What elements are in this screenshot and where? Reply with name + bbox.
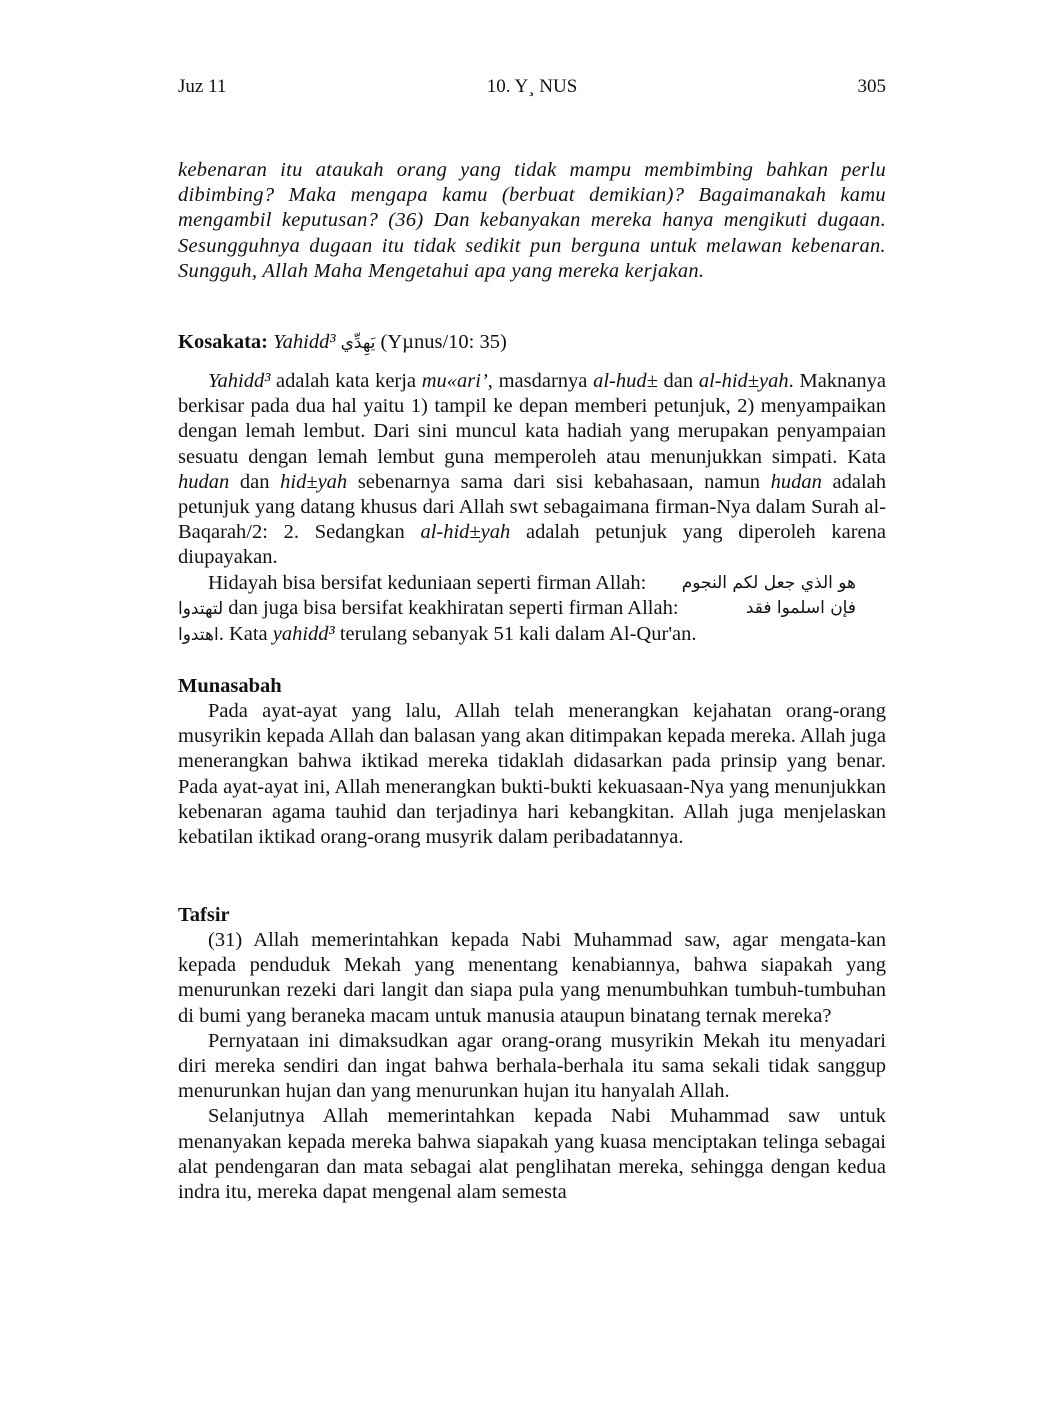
translation-quote — [178, 158, 886, 284]
kosakata-arabic: يَهِدِّي — [340, 333, 376, 353]
tafsir-heading: Tafsir — [178, 904, 230, 926]
kosakata-label: Kosakata: — [178, 331, 268, 353]
arabic-verse-2-end: اهتدوا — [178, 625, 219, 646]
arabic-verse-1: هو الذي جعل لكم النجوم — [681, 572, 856, 593]
munasabah-heading: Munasabah — [178, 675, 282, 697]
tafsir-paragraph-2: Pernyataan ini dimaksudkan agar orang-orang musyrikin Mekah itu menyadari diri mereka sendiri dan ingat bahwa berhala-berhala itu sama sekali tidak sanggup menurunkan hujan dan yang menurunkan hujan itu hanyalah Allah. — [178, 1029, 886, 1103]
kosakata-reference: (Yµnus/10: 35) — [380, 331, 507, 353]
quote-text: kebenaran itu ataukah orang yang tidak mampu membimbing bahkan perlu dibimbing? Maka mengapa kamu (berbuat demikian)? Bagaimanakah kamu mengambil keputusan? (36) Dan kebanyakan mereka hanya mengikuti dugaan. Sesungguhnya dugaan itu tidak sedikit pun berguna untuk melawan kebenaran. Sungguh, Allah Maha Mengetahui apa yang mereka kerjakan. — [178, 159, 886, 282]
kosakata-paragraph-1: Yahidd³ adalah kata kerja mu«ari’, masdarnya al-hud± dan al-hid±yah. Maknanya berkisar pada dua hal yaitu 1) tampil ke depan memberi petunjuk, 2) menyampaikan dengan lemah lembut. Dari sini muncul kata hadiah yang merupakan penyampaian sesuatu dengan lemah lembut guna memperoleh atau menunjukkan simpati. Kata hudan dan hid±yah sebenarnya sama dari sisi kebahasaan, namun hudan adalah petunjuk yang datang khusus dari Allah swt sebagaimana firman-Nya dalam Surah al-Baqarah/2: 2. Sedangkan al-hid±yah adalah petunjuk yang diperoleh karena diupayakan. — [178, 370, 886, 569]
tafsir-paragraph-3: Selanjutnya Allah memerintahkan kepada Nabi Muhammad saw untuk menanyakan kepada mereka bahwa siapakah yang kuasa menciptakan telinga sebagai alat pendengaran dan mata sebagai alat penglihatan mereka, sehingga dengan kedua indra itu, mereka dapat mengenal alam semesta — [178, 1105, 886, 1204]
kosakata-heading — [178, 330, 886, 356]
juz-label: Juz 11 — [178, 76, 227, 97]
arabic-verse-1-end: لتهتدوا — [178, 598, 224, 619]
page-number: 305 — [857, 76, 886, 97]
tafsir-section — [178, 903, 886, 1205]
kosakata-paragraph-2: Hidayah bisa bersifat keduniaan seperti firman Allah: هو الذي جعل لكم النجوم لتهتدوا dan juga bisa bersifat keakhiratan seperti firman Allah: فإن اسلموا فقد اهتدوا. Kata yahidd³ terulang sebanyak 51 kali dalam Al-Qur'an. — [178, 571, 886, 649]
munasabah-section — [178, 674, 886, 850]
kosakata-term: Yahidd³ — [273, 331, 336, 353]
kosakata-section — [178, 330, 886, 648]
surah-title: 10. Y¸ NUS — [486, 76, 578, 97]
tafsir-paragraph-1: (31) Allah memerintahkan kepada Nabi Muhammad saw, agar mengata-kan kepada penduduk Mekah yang menentang kenabiannya, bahwa siapakah yang menurunkan rezeki dari langit dan siapa pula yang menumbuhkan tumbuh-tumbuhan di bumi yang beraneka macam untuk manusia ataupun binatang ternak mereka? — [178, 929, 886, 1027]
arabic-verse-2: فإن اسلموا فقد — [745, 597, 856, 618]
munasabah-text: Pada ayat-ayat yang lalu, Allah telah menerangkan kejahatan orang-orang musyrikin kepada Allah dan balasan yang akan ditimpakan kepada mereka. Allah juga menerangkan bahwa iktikad mereka tidaklah didasarkan pada prinsip yang benar. Pada ayat-ayat ini, Allah menerangkan bukti-bukti kekuasaan-Nya yang menunjukkan kebenaran agama tauhid dan terjadinya hari kebangkitan. Allah juga menjelaskan kebatilan iktikad orang-orang musyrik dalam peribadatannya. — [178, 700, 886, 849]
